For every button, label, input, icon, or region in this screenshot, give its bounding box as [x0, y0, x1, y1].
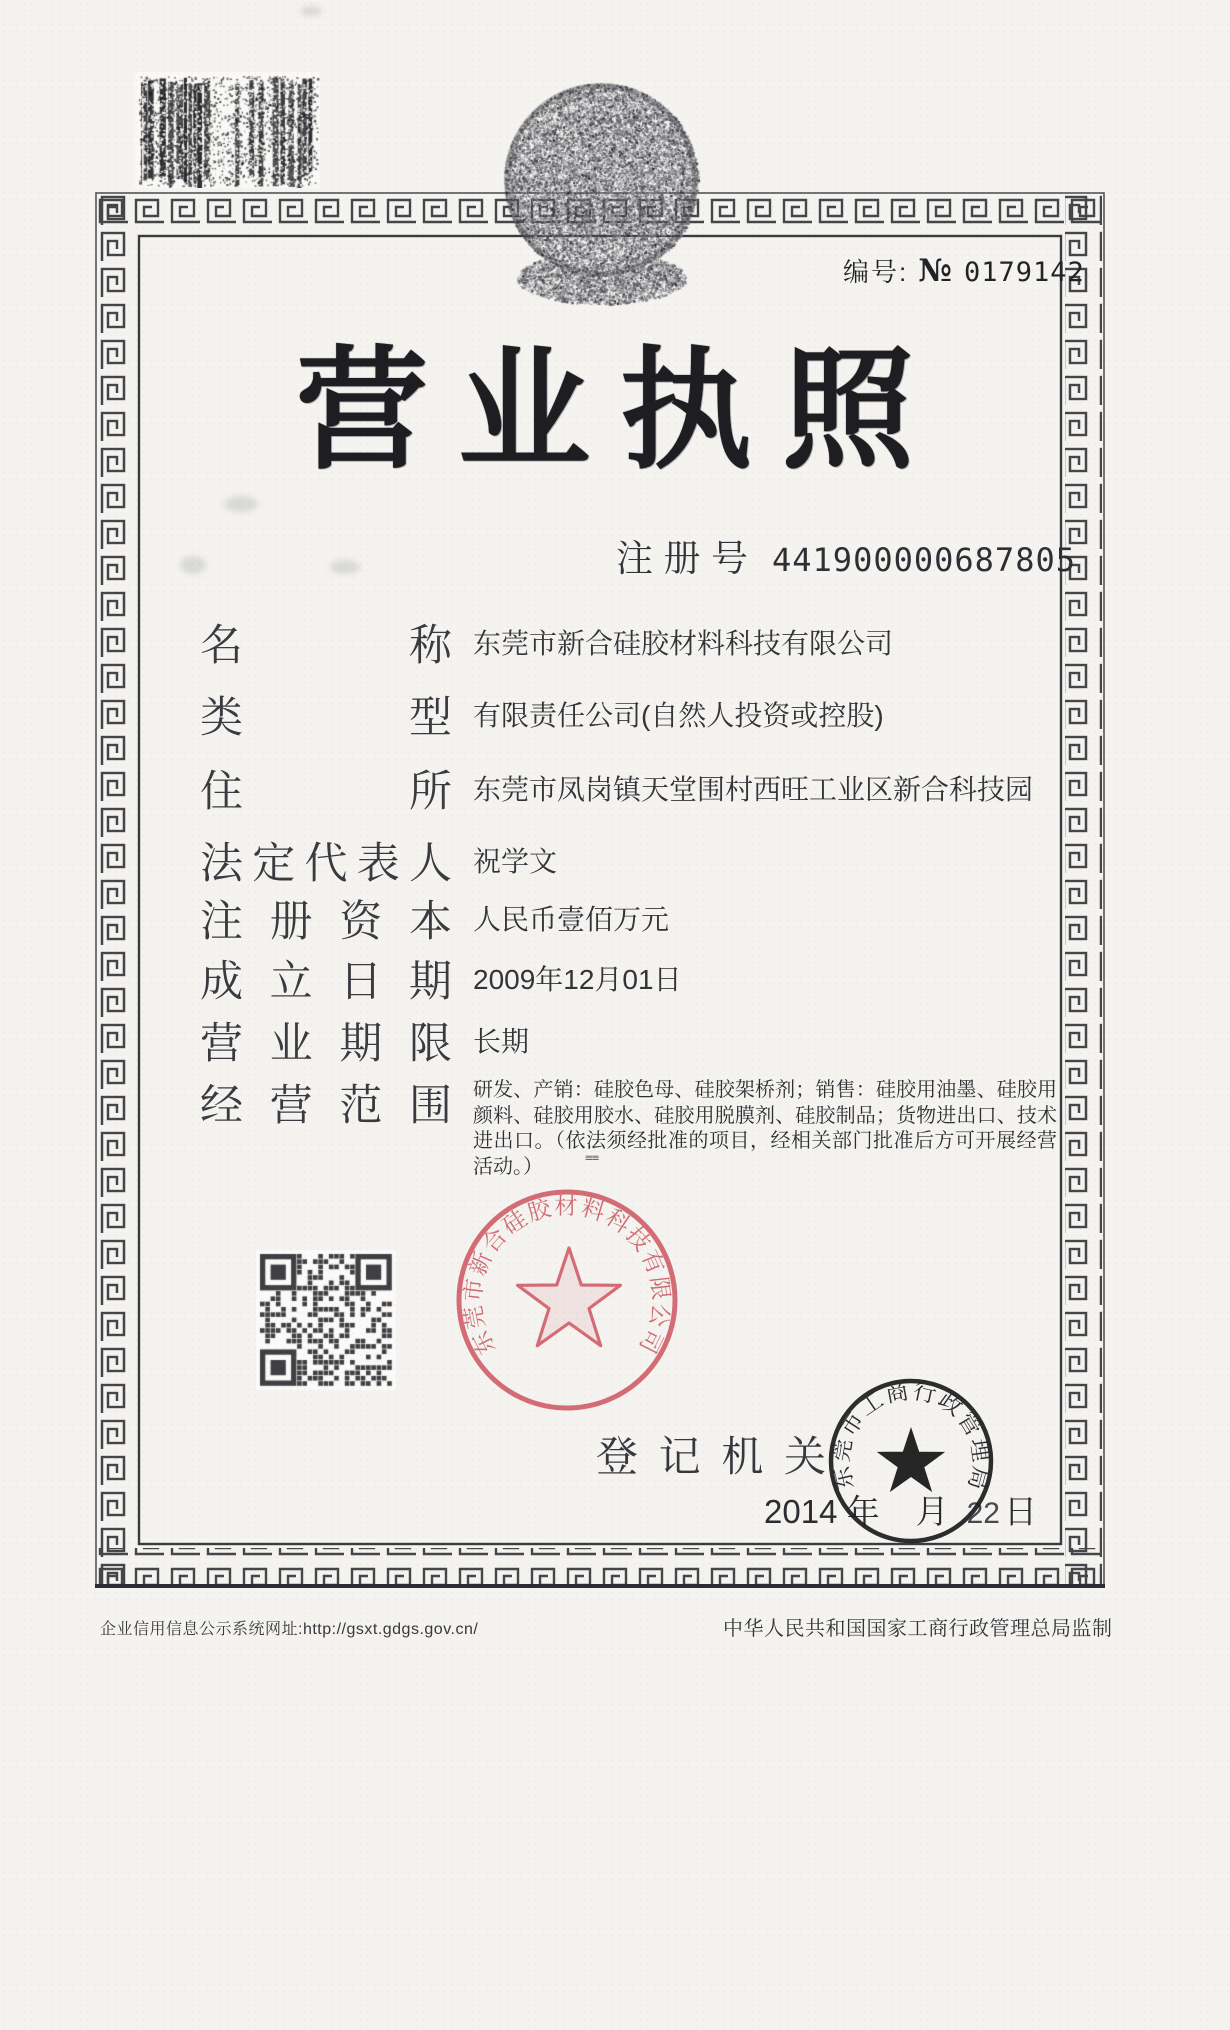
- company-seal-star-icon: [518, 1248, 621, 1346]
- field-value: 东莞市新合硅胶材料科技有限公司: [473, 628, 894, 659]
- registry-seal-text: 东莞市工商行政管理局: [827, 1377, 995, 1495]
- national-emblem: [492, 80, 710, 308]
- field-row-business-scope: [200, 1072, 1057, 1180]
- registration-number-label: 注 册 号: [616, 538, 748, 579]
- registration-number-value: 441900000687805: [772, 541, 1076, 579]
- issue-date-day: 22: [966, 1497, 1000, 1530]
- field-row-name: [200, 612, 893, 673]
- company-seal-text: 东莞市新合硅胶材料科技有限公司: [459, 1192, 675, 1360]
- footer-issuer: 中华人民共和国国家工商行政管理总局监制: [723, 1618, 1113, 1640]
- serial-label: 编号:: [843, 257, 909, 287]
- scan-smudge: [330, 560, 360, 574]
- scan-smudge: [224, 496, 258, 512]
- scan-smudge: [300, 6, 322, 16]
- field-label: 类 型: [200, 694, 452, 742]
- registry-seal: [816, 1366, 1006, 1556]
- issue-date-year: 2014 年: [764, 1493, 880, 1530]
- field-label: 注 册 资 本: [200, 898, 452, 946]
- field-label: 营 业 期 限: [200, 1020, 452, 1068]
- scan-smudge: [180, 556, 206, 574]
- field-label: 住 所: [200, 768, 452, 816]
- field-value: 有限责任公司(自然人投资或控股): [473, 700, 884, 731]
- registration-number-line: [616, 528, 1076, 582]
- scan-artifact-mark: ≡≡: [585, 1151, 599, 1164]
- issue-date-day-label: 日: [1003, 1493, 1037, 1530]
- field-value: 东莞市凤岗镇天堂围村西旺工业区新合科技园: [473, 774, 1034, 805]
- license-title: 营业执照: [296, 337, 944, 484]
- frame-right-strip: [1065, 195, 1102, 1585]
- serial-number: 0179142: [963, 257, 1085, 288]
- field-value: 祝学文: [473, 846, 558, 877]
- company-seal: [447, 1180, 687, 1420]
- field-row-address: [200, 758, 1033, 819]
- qr-code: [256, 1250, 396, 1390]
- registry-seal-star-icon: [877, 1427, 945, 1492]
- field-row-registered-capital: [200, 888, 669, 949]
- footer-public-info-url: 企业信用信息公示系统网址:http://gsxt.gdgs.gov.cn/: [100, 1621, 479, 1638]
- field-value: 2009年12月01日: [473, 964, 682, 995]
- registrar-label: 登 记 机 关: [596, 1433, 826, 1480]
- field-row-legal-representative: [200, 830, 557, 891]
- field-row-type: [200, 684, 884, 745]
- field-value: 研发、产销：硅胶色母、硅胶架桥剂；销售：硅胶用油墨、硅胶用颜料、硅胶用胶水、硅胶用脱膜剂、硅胶制品；货物进出口、技术进出口。（依法须经批准的项目，经相关部门批准后方可开展经营活动。）: [473, 1079, 1057, 1178]
- field-label: 经 营 范 围: [200, 1082, 452, 1130]
- field-row-establish-date: [200, 948, 682, 1009]
- field-row-business-term: [200, 1010, 529, 1071]
- issue-date-month-label: 月: [915, 1493, 949, 1530]
- field-value: 长期: [473, 1026, 530, 1057]
- barcode: [135, 72, 320, 188]
- field-label: 成 立 日 期: [200, 958, 452, 1006]
- field-value: 人民币壹佰万元: [473, 904, 670, 935]
- serial-symbol: №: [918, 253, 952, 289]
- frame-left-strip: [98, 195, 135, 1585]
- serial-line: [843, 252, 1085, 289]
- field-label: 名 称: [200, 622, 452, 670]
- field-label: 法 定 代 表 人: [200, 840, 452, 888]
